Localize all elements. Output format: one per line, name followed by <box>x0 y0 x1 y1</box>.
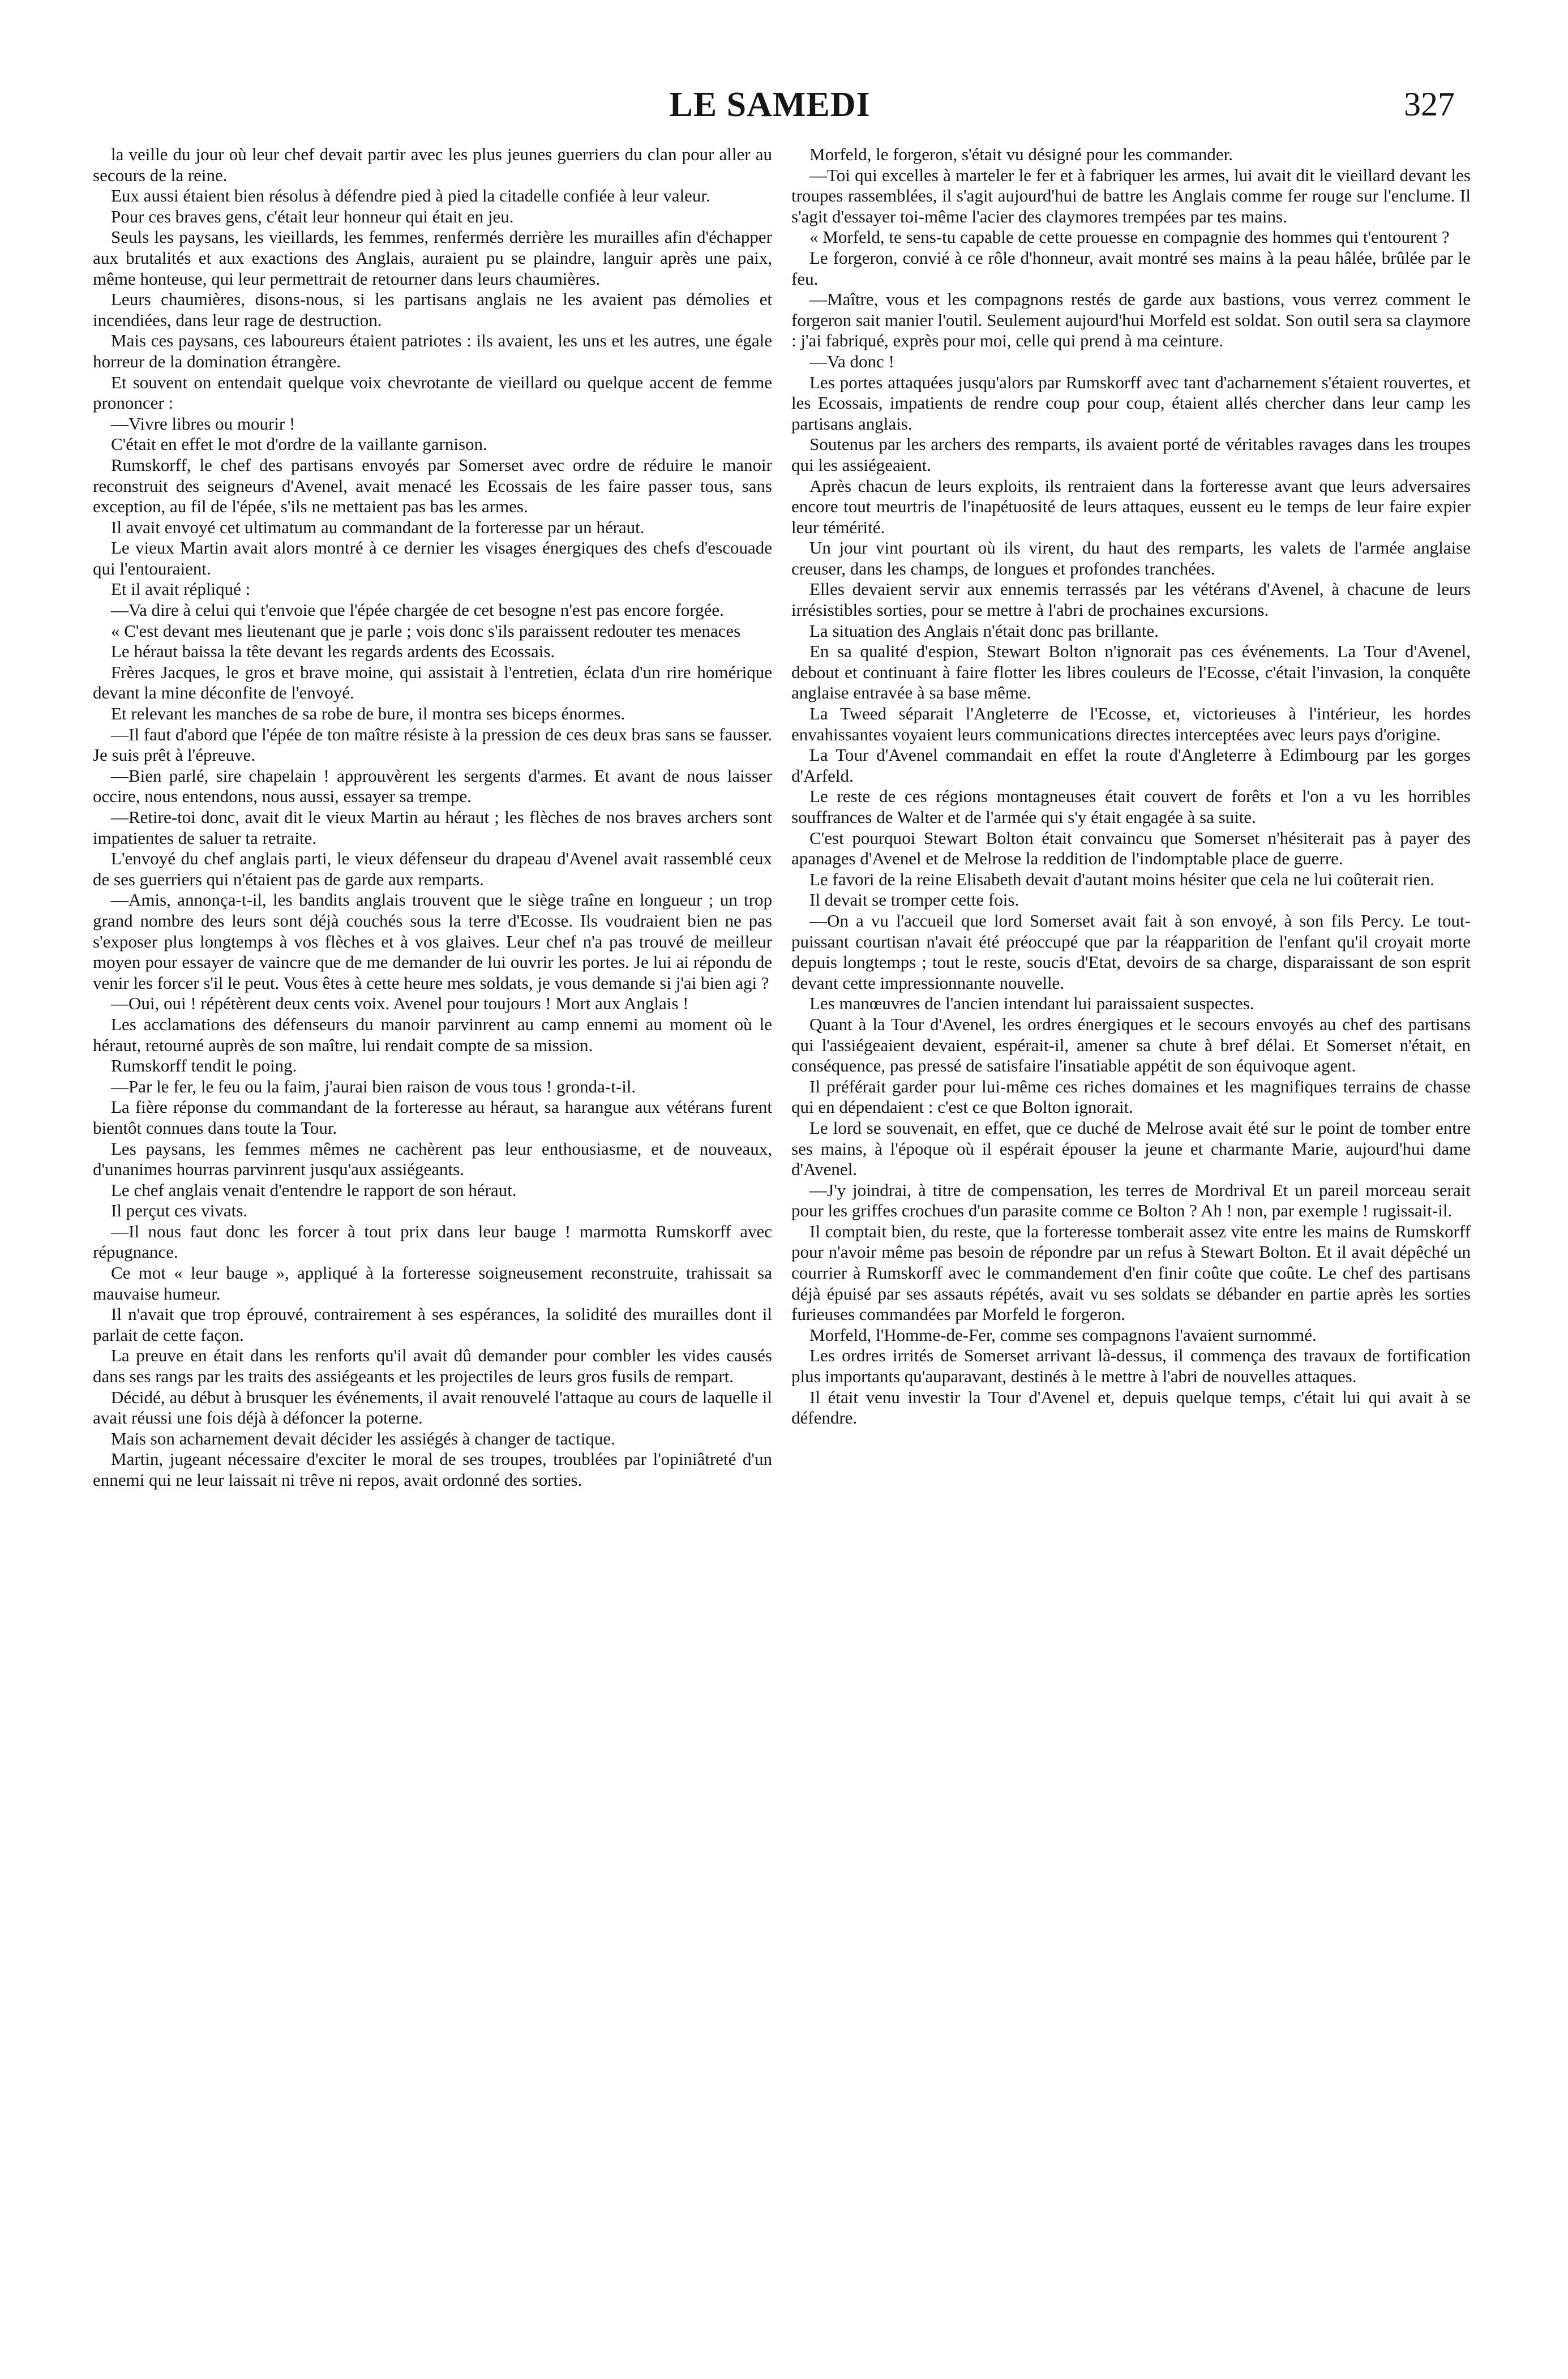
paragraph: La Tweed séparait l'Angleterre de l'Ecosse, et, victorieuses à l'intérieur, les hordes envahissantes voyaient leurs communications directes interceptées avec leurs pays d'origine. <box>791 704 1471 744</box>
paragraph: Rumskorff, le chef des partisans envoyés par Somerset avec ordre de réduire le manoir reconstruit des seigneurs d'Avenel, avait menacé les Ecossais de les faire passer tous, sans exception, au fil de l'épée, s'ils ne mettaient pas bas les armes. <box>93 455 772 517</box>
paragraph: C'était en effet le mot d'ordre de la vaillante garnison. <box>111 434 487 455</box>
paragraph: —Vivre libres ou mourir ! <box>111 413 295 434</box>
paragraph: Décidé, au début à brusquer les événements, il avait renouvelé l'attaque au cours de laquelle il avait réussi une fois déjà à défoncer la poterne. <box>93 1387 772 1428</box>
paragraph: Seuls les paysans, les vieillards, les femmes, renfermés derrière les murailles afin d'échapper aux brutalités et aux exactions des Anglais, auraient pu se plaindre, languir après une paix, même honteuse, qui leur permettrait de retourner dans leurs chaumières. <box>93 227 772 289</box>
paragraph: Il n'avait que trop éprouvé, contrairement à ses espérances, la solidité des murailles dont il parlait de cette façon. <box>93 1304 772 1345</box>
paragraph: —Par le fer, le feu ou la faim, j'aurai bien raison de vous tous ! gronda-t-il. <box>111 1076 636 1096</box>
paragraph: En sa qualité d'espion, Stewart Bolton n'ignorait pas ces événements. La Tour d'Avenel, debout et continuant à faire flotter les libres couleurs de l'Ecosse, c'était l'invasion, la conquête anglaise entravée à sa base même. <box>791 641 1471 703</box>
paragraph: Ce mot « leur bauge », appliqué à la forteresse soigneusement reconstruite, trahissait sa mauvaise humeur. <box>93 1263 772 1304</box>
paragraph: Martin, jugeant nécessaire d'exciter le moral de ses troupes, troublées par l'opiniâtreté d'un ennemi qui ne leur laissait ni trêve ni repos, avait ordonné des sorties. <box>93 1449 772 1490</box>
paragraph: —Va dire à celui qui t'envoie que l'épée chargée de cet besogne n'est pas encore forgée. <box>111 600 724 620</box>
paragraph: L'envoyé du chef anglais parti, le vieux défenseur du drapeau d'Avenel avait rassemblé ceux de ses guerriers qui n'étaient pas de garde aux remparts. <box>93 848 772 889</box>
paragraph: « Morfeld, te sens-tu capable de cette prouesse en compagnie des hommes qui t'entourent ? <box>809 227 1450 247</box>
paragraph: Quant à la Tour d'Avenel, les ordres énergiques et le secours envoyés au chef des partisans qui l'assiégeaient devaient, espérait-il, amener sa chute à bref délai. Et Somerset n'était, en conséquence, pas pressé de satisfaire l'insatiable appétit de son équivoque agent. <box>791 1014 1471 1076</box>
right-column <box>791 144 1471 1429</box>
paragraph: —Il faut d'abord que l'épée de ton maître résiste à la pression de ces deux bras sans se fausser. Je suis prêt à l'épreuve. <box>93 724 772 765</box>
paragraph: Morfeld, l'Homme-de-Fer, comme ses compagnons l'avaient surnommé. <box>809 1324 1317 1345</box>
paragraph: Il perçut ces vivats. <box>111 1201 248 1221</box>
paragraph: Le chef anglais venait d'entendre le rapport de son héraut. <box>111 1180 517 1200</box>
paragraph: Les ordres irrités de Somerset arrivant là-dessus, il commença des travaux de fortification plus importants qu'auparavant, destinés à le mettre à l'abri de nouvelles attaques. <box>791 1345 1471 1387</box>
paragraph: La fière réponse du commandant de la forteresse au héraut, sa harangue aux vétérans furent bientôt connues dans toute la Tour. <box>93 1097 772 1138</box>
paragraph: Les portes attaquées jusqu'alors par Rumskorff avec tant d'acharnement s'étaient rouvertes, et les Ecossais, impatients de rendre coup pour coup, étaient allés chercher dans leur camp les partisans anglais. <box>791 372 1471 434</box>
paragraph: Les paysans, les femmes mêmes ne cachèrent pas leur enthousiasme, et de nouveaux, d'unanimes hourras parvinrent jusqu'aux assiégeants. <box>93 1138 772 1180</box>
paragraph: —On a vu l'accueil que lord Somerset avait fait à son envoyé, à son fils Percy. Le tout-puissant courtisan n'avait été préoccupé que par la réapparition de l'enfant qu'il croyait morte depuis longtemps ; tout le reste, soucis d'Etat, devoirs de sa charge, disparaissant de son esprit devant cette impressionnante nouvelle. <box>791 910 1471 993</box>
paragraph: Rumskorff tendit le poing. <box>111 1056 297 1076</box>
publication-title: LE SAMEDI <box>669 85 871 124</box>
paragraph: —J'y joindrai, à titre de compensation, les terres de Mordrival Et un pareil morceau serait pour les griffes crochues d'un parasite comme ce Bolton ? Ah ! non, par exemple ! rugissait-il. <box>791 1180 1471 1221</box>
paragraph: Il comptait bien, du reste, que la forteresse tomberait assez vite entre les mains de Rumskorff pour n'avoir même pas besoin de répondre par un refus à Stewart Bolton. Et il avait dépêché un courrier à Rumskorff avec le commandement d'en finir coûte que coûte. Le chef des partisans déjà épuisé par ses assauts répétés, avait vu ses soldats se débander en partie après les sorties furieuses commandées par Morfeld le forgeron. <box>791 1221 1471 1324</box>
paragraph: Le vieux Martin avait alors montré à ce dernier les visages énergiques des chefs d'escouade qui l'entouraient. <box>93 538 772 578</box>
paragraph: Mais son acharnement devait décider les assiégés à changer de tactique. <box>111 1428 615 1448</box>
paragraph: Il devait se tromper cette fois. <box>809 890 1019 910</box>
paragraph: —Il nous faut donc les forcer à tout prix dans leur bauge ! marmotta Rumskorff avec répugnance. <box>93 1221 772 1262</box>
left-column <box>93 144 772 1491</box>
paragraph: —Oui, oui ! répétèrent deux cents voix. Avenel pour toujours ! Mort aux Anglais ! <box>111 993 689 1014</box>
paragraph: La situation des Anglais n'était donc pas brillante. <box>809 620 1159 641</box>
paragraph: Soutenus par les archers des remparts, ils avaient porté de véritables ravages dans les troupes qui les assiégeaient. <box>791 434 1471 475</box>
paragraph: la veille du jour où leur chef devait partir avec les plus jeunes guerriers du clan pour aller au secours de la reine. <box>93 144 772 185</box>
paragraph: Il était venu investir la Tour d'Avenel et, depuis quelque temps, c'était lui qui avait à se défendre. <box>791 1387 1471 1428</box>
page-number: 327 <box>1404 85 1455 123</box>
paragraph: Mais ces paysans, ces laboureurs étaient patriotes : ils avaient, les uns et les autres, une égale horreur de la domination étrangère. <box>93 331 772 371</box>
paragraph: Un jour vint pourtant où ils virent, du haut des remparts, les valets de l'armée anglaise creuser, dans les champs, de longues et profondes tranchées. <box>791 538 1471 578</box>
paragraph: C'est pourquoi Stewart Bolton était convaincu que Somerset n'hésiterait pas à payer des apanages d'Avenel et de Melrose la reddition de l'indomptable place de guerre. <box>791 828 1471 869</box>
paragraph: Et souvent on entendait quelque voix chevrotante de vieillard ou quelque accent de femme prononcer : <box>93 372 772 413</box>
paragraph: Et relevant les manches de sa robe de bure, il montra ses biceps énormes. <box>111 704 626 724</box>
paragraph: Frères Jacques, le gros et brave moine, qui assistait à l'entretien, éclata d'un rire homérique devant la mine déconfite de l'envoyé. <box>93 662 772 703</box>
paragraph: Le forgeron, convié à ce rôle d'honneur, avait montré ses mains à la peau hâlée, brûlée par le feu. <box>791 247 1471 289</box>
paragraph: Pour ces braves gens, c'était leur honneur qui était en jeu. <box>111 206 514 226</box>
paragraph: Les manœuvres de l'ancien intendant lui paraissaient suspectes. <box>809 993 1254 1014</box>
paragraph: Les acclamations des défenseurs du manoir parvinrent au camp ennemi au moment où le héraut, retourné auprès de son maître, lui rendait compte de sa mission. <box>93 1014 772 1055</box>
paragraph: Le lord se souvenait, en effet, que ce duché de Melrose avait été sur le point de tomber entre ses mains, à l'époque où il espérait épouser la jeune et charmante Marie, aujourd'hui dame d'Avenel. <box>791 1117 1471 1180</box>
paragraph: —Toi qui excelles à marteler le fer et à fabriquer les armes, lui avait dit le vieillard devant les troupes rassemblées, il s'agit aujourd'hui de battre les Anglais comme fer rouge sur l'enclume. Il s'agit d'essayer toi-même l'acier des claymores trempées par tes mains. <box>791 165 1471 226</box>
paragraph: La Tour d'Avenel commandait en effet la route d'Angleterre à Edimbourg par les gorges d'Arfeld. <box>791 745 1471 786</box>
paragraph: —Bien parlé, sire chapelain ! approuvèrent les sergents d'armes. Et avant de nous laisser occire, nous entendons, nous aussi, essayer sa trempe. <box>93 765 772 807</box>
paragraph: Leurs chaumières, disons-nous, si les partisans anglais ne les avaient pas démolies et incendiées, dans leur rage de destruction. <box>93 289 772 330</box>
paragraph: —Va donc ! <box>809 351 894 371</box>
paragraph: « C'est devant mes lieutenant que je parle ; vois donc s'ils paraissent redouter tes menaces <box>111 620 741 641</box>
paragraph: —Maître, vous et les compagnons restés de garde aux bastions, vous verrez comment le forgeron sait manier l'outil. Seulement aujourd'hui Morfeld est soldat. Son outil sera sa claymore : j'ai fabriqué, exprès pour moi, celle qui prend à ma ceinture. <box>791 289 1471 351</box>
paragraph: Elles devaient servir aux ennemis terrassés par les vétérans d'Avenel, à chacune de leurs irrésistibles sorties, pour se mettre à l'abri de prochaines excursions. <box>791 579 1471 620</box>
paragraph: Il avait envoyé cet ultimatum au commandant de la forteresse par un héraut. <box>111 517 645 537</box>
paragraph: Et il avait répliqué : <box>111 579 251 599</box>
paragraph: Morfeld, le forgeron, s'était vu désigné pour les commander. <box>809 144 1233 164</box>
paragraph: —Amis, annonça-t-il, les bandits anglais trouvent que le siège traîne en longueur ; un trop grand nombre des leurs sont déjà couchés sous la terre d'Ecosse. Ils voudraient bien ne pas s'exposer plus longtemps à vos flèches et à vos glaives. Leur chef n'a pas trouvé de meilleur moyen pour essayer de vaincre que de me demander de lui ouvrir les portes. Je lui ai répondu de venir les forcer s'il le peut. Vous êtes à cette heure mes soldats, je vous demande si j'ai bien agi ? <box>93 890 772 993</box>
paragraph: Le reste de ces régions montagneuses était couvert de forêts et l'on a vu les horribles souffrances de Walter et de l'armée qui s'y était engagée à sa suite. <box>791 786 1471 827</box>
page-header <box>85 85 1455 136</box>
paragraph: Le héraut baissa la tête devant les regards ardents des Ecossais. <box>111 641 555 662</box>
paragraph: —Retire-toi donc, avait dit le vieux Martin au héraut ; les flèches de nos braves archers sont impatientes de saluer ta retraite. <box>93 807 772 848</box>
paragraph: Il préférait garder pour lui-même ces riches domaines et les magnifiques terrains de chasse qui en dépendaient : c'est ce que Bolton ignorait. <box>791 1076 1471 1117</box>
paragraph: La preuve en était dans les renforts qu'il avait dû demander pour combler les vides causés dans ses rangs par les traits des assiégeants et les projectiles de leurs gros fusils de rempart. <box>93 1345 772 1387</box>
paragraph: Après chacun de leurs exploits, ils rentraient dans la forteresse avant que leurs adversaires encore tout meurtris de l'inapétuosité de leurs attaques, eussent eu le temps de leur faire expier leur témérité. <box>791 475 1471 537</box>
paragraph: Le favori de la reine Elisabeth devait d'autant moins hésiter que cela ne lui coûterait rien. <box>809 869 1434 889</box>
paragraph: Eux aussi étaient bien résolus à défendre pied à pied la citadelle confiée à leur valeur. <box>111 186 710 206</box>
